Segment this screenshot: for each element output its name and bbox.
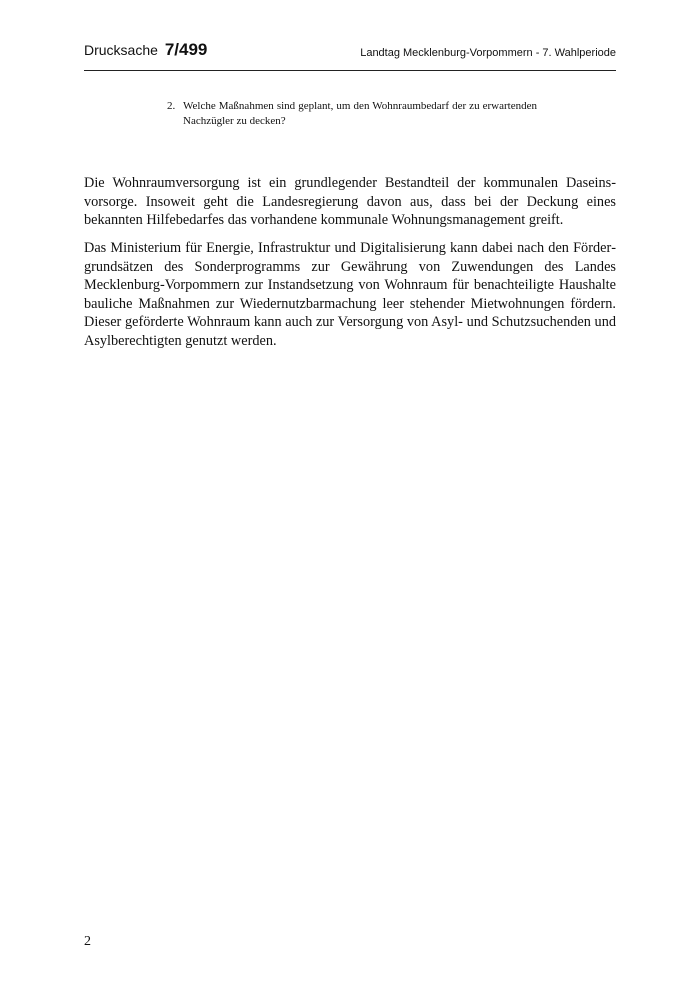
page-header	[84, 40, 616, 71]
question-text: Welche Maßnahmen sind geplant, um den Wohnraumbedarf der zu erwartenden Nachzügler zu decken?	[183, 100, 537, 127]
page-number: 2	[84, 934, 91, 949]
question-number: 2.	[167, 100, 176, 112]
answer-paragraph-2: Das Ministerium für Energie, Infrastruktur und Digitalisierung kann dabei nach den Fördergrundsätzen des Sonderprogramms zur Gewährung von Zuwendungen des Landes Mecklenburg-Vorpommern zur Instandsetzung von Wohnraum für benachteiligte Haushalte bauliche Maßnahmen zur Wiedernutzbarmachung leer stehender Mietwohnungen fördern. Dieser geförderte Wohnraum kann auch zur Versorgung von Asyl- und Schutzsuchenden und Asylberechtigten genutzt werden.	[84, 240, 616, 349]
document-reference	[84, 40, 207, 60]
document-label: Drucksache	[84, 42, 158, 58]
document-number: 7/499	[164, 40, 208, 59]
answer-paragraph-1: Die Wohnraumversorgung ist ein grundlegender Bestandteil der kommunalen Daseinsvorsorge. Insoweit geht die Landesregierung davon aus, dass bei der Deckung eines bekannten Hilfebedarfes das vorhandene kommunale Wohnungsmanagement greift.	[84, 175, 616, 229]
question-block	[167, 99, 537, 129]
parliament-title: Landtag Mecklenburg-Vorpommern - 7. Wahlperiode	[360, 47, 616, 59]
